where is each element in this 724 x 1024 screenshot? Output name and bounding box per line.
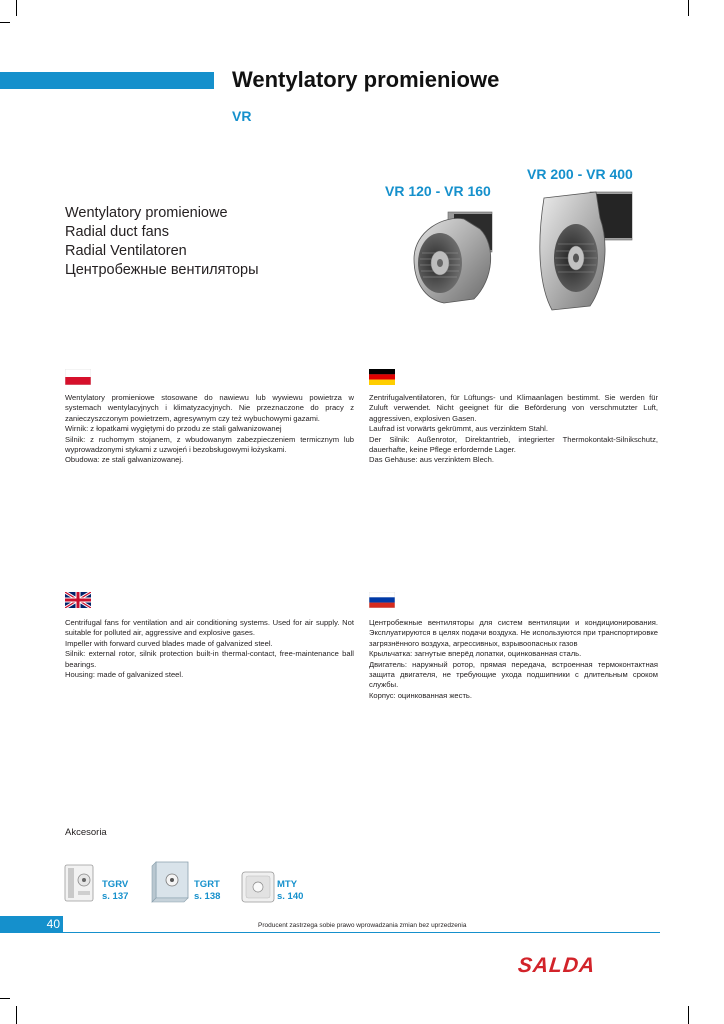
- footer-divider: [0, 932, 660, 933]
- footer-note: Producent zastrzega sobie prawo wprowadzania zmian bez uprzedzenia: [258, 922, 467, 929]
- description-paragraph: Housing: made of galvanized steel.: [65, 670, 184, 680]
- description-paragraph: Das Gehäuse: aus verzinktem Blech.: [369, 455, 494, 465]
- series-tag: VR: [232, 108, 252, 124]
- crop-mark: [0, 998, 10, 999]
- tgrt-device-image: [150, 860, 190, 904]
- flag-germany-icon: [369, 369, 395, 385]
- accessories-title: Akcesoria: [65, 827, 107, 838]
- description-paragraph: Der Silnik: Außenrotor, Direktantrieb, integrierter Thermokontakt-Silnikschutz, dauerhafte, keine Pflege erfordernde Lager.: [369, 434, 658, 455]
- crop-mark: [0, 22, 10, 23]
- accessory-page: s. 138: [194, 891, 221, 902]
- page-number: 40: [0, 916, 63, 933]
- flag-poland-icon: [65, 369, 91, 385]
- brand-logo: SALDA: [516, 954, 597, 977]
- flag-russia-icon: [369, 592, 395, 608]
- product-name-de: Radial Ventilatoren: [65, 243, 187, 259]
- crop-mark: [688, 0, 689, 16]
- description-paragraph: Laufrad ist vorwärts gekrümmt, aus verzinktem Stahl.: [369, 424, 548, 434]
- description-paragraph: Wirnik: z łopatkami wygiętymi do przodu ze stali galwanizowanej: [65, 424, 282, 434]
- accessory-mty[interactable]: [277, 879, 303, 903]
- product-name-pl: Wentylatory promieniowe: [65, 205, 228, 221]
- accessory-page: s. 137: [102, 891, 129, 902]
- description-paragraph: Крыльчатка: загнутые вперёд лопатки, оцинкованная сталь.: [369, 649, 582, 659]
- description-paragraph: Wentylatory promieniowe stosowane do nawiewu lub wywiewu powietrza w systemach wentylacyjnych i klimatyzacyjnych. Nie przeznaczone do pracy z zanieczyszczonym powietrzem, agresywnym czy też wybuchowymi gazami.: [65, 393, 354, 423]
- title-accent-bar: [0, 72, 214, 89]
- description-paragraph: Корпус: оцинкованная жесть.: [369, 690, 472, 700]
- description-ru: [369, 618, 658, 701]
- model-label-small: VR 120 - VR 160: [385, 183, 491, 199]
- description-pl: [65, 393, 354, 466]
- description-paragraph: Impeller with forward curved blades made of galvanized steel.: [65, 638, 273, 648]
- description-paragraph: Zentrifugalventilatoren, für Lüftungs- und Klimaanlagen bestimmt. Sie werden für Zuluft verwendet. Nicht geeignet für die Beförderung von verschmutzter Luft, aggressiven, explosiven Gasen.: [369, 393, 658, 423]
- product-name-ru: Центробежные вентиляторы: [65, 262, 259, 278]
- tgrv-device-image: [64, 864, 98, 904]
- page-title: Wentylatory promieniowe: [232, 67, 500, 92]
- model-label-large: VR 200 - VR 400: [527, 166, 633, 182]
- accessory-tgrv[interactable]: [102, 879, 128, 903]
- description-paragraph: Obudowa: ze stali galwanizowanej.: [65, 455, 184, 465]
- accessory-name: TGRT: [194, 879, 220, 890]
- crop-mark: [688, 1006, 689, 1024]
- description-paragraph: Центробежные вентиляторы для систем вентиляции и кондиционирования. Эксплуатируются в целях подачи воздуха. Не используются при транспортировке загрязнённого воздуха, агрессивных, взрывоопасных газов: [369, 618, 658, 648]
- product-name-en: Radial duct fans: [65, 224, 169, 240]
- flag-uk-icon: [65, 592, 91, 608]
- mty-device-image: [240, 870, 276, 904]
- description-paragraph: Silnik: external rotor, silnik protection built-in thermal-contact, free-maintenance ball bearings.: [65, 649, 354, 669]
- accessory-name: MTY: [277, 879, 298, 890]
- description-paragraph: Centrifugal fans for ventilation and air conditioning systems. Used for air supply. Not suitable for polluted air, aggressive and explosive gases.: [65, 618, 354, 638]
- description-de: [369, 393, 658, 466]
- accessory-tgrt[interactable]: [194, 879, 220, 903]
- crop-mark: [16, 0, 17, 16]
- description-paragraph: Silnik: z ruchomym stojanem, z wbudowanym zabezpieczeniem termicznym lub wyprowadzonymi stykami z uzwojeń i bezobsługowymi łożyskami.: [65, 434, 354, 455]
- fan-image-large: [530, 188, 638, 312]
- fan-image-small: [402, 203, 502, 307]
- accessory-name: TGRV: [102, 879, 129, 890]
- accessory-page: s. 140: [277, 891, 304, 902]
- description-en: [65, 618, 354, 680]
- product-names: [65, 204, 259, 280]
- description-paragraph: Двигатель: наружный ротор, прямая передача, встроенная термоконтактная защита двигателя, не требующие ухода подшипники с длительным сроком службы.: [369, 659, 658, 690]
- crop-mark: [16, 1006, 17, 1024]
